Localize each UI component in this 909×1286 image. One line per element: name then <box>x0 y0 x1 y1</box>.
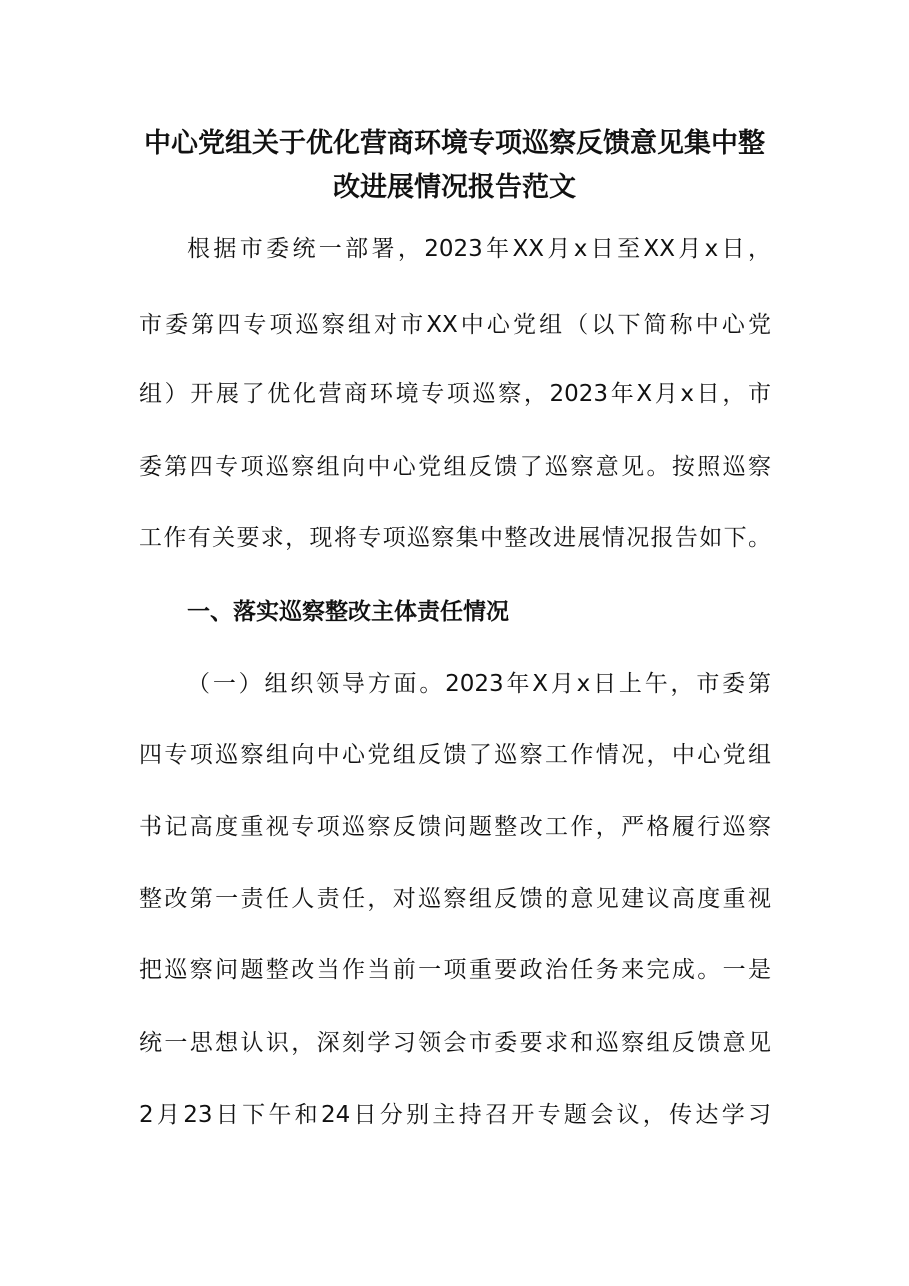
paragraph-1-line-3: 组）开展了优化营商环境专项巡察，2023年X月x日，市 <box>139 381 771 407</box>
paragraph-2-line-7: 2月23日下午和24日分别主持召开专题会议，传达学习 <box>139 1102 771 1128</box>
paragraph-2-line-3: 书记高度重视专项巡察反馈问题整改工作，严格履行巡察 <box>139 814 771 840</box>
paragraph-1-line-5: 工作有关要求，现将专项巡察集中整改进展情况报告如下。 <box>139 525 771 551</box>
paragraph-2-line-5: 把巡察问题整改当作当前一项重要政治任务来完成。一是 <box>139 957 771 983</box>
paragraph-2-line-2: 四专项巡察组向中心党组反馈了巡察工作情况，中心党组 <box>139 742 771 768</box>
document-title-line-1: 中心党组关于优化营商环境专项巡察反馈意见集中整 <box>144 128 765 159</box>
paragraph-1-line-1: 根据市委统一部署，2023年XX月x日至XX月x日， <box>187 236 771 262</box>
paragraph-2-line-6: 统一思想认识，深刻学习领会市委要求和巡察组反馈意见 <box>139 1030 771 1056</box>
paragraph-2-line-1: （一）组织领导方面。2023年X月x日上午，市委第 <box>187 671 771 697</box>
section-heading: 一、落实巡察整改主体责任情况 <box>187 599 509 625</box>
paragraph-2-line-4: 整改第一责任人责任，对巡察组反馈的意见建议高度重视 <box>139 886 771 912</box>
paragraph-1-line-2: 市委第四专项巡察组对市XX中心党组（以下简称中心党 <box>139 312 771 338</box>
paragraph-1-line-4: 委第四专项巡察组向中心党组反馈了巡察意见。按照巡察 <box>139 454 771 480</box>
document-title-line-2: 改进展情况报告范文 <box>333 172 576 203</box>
